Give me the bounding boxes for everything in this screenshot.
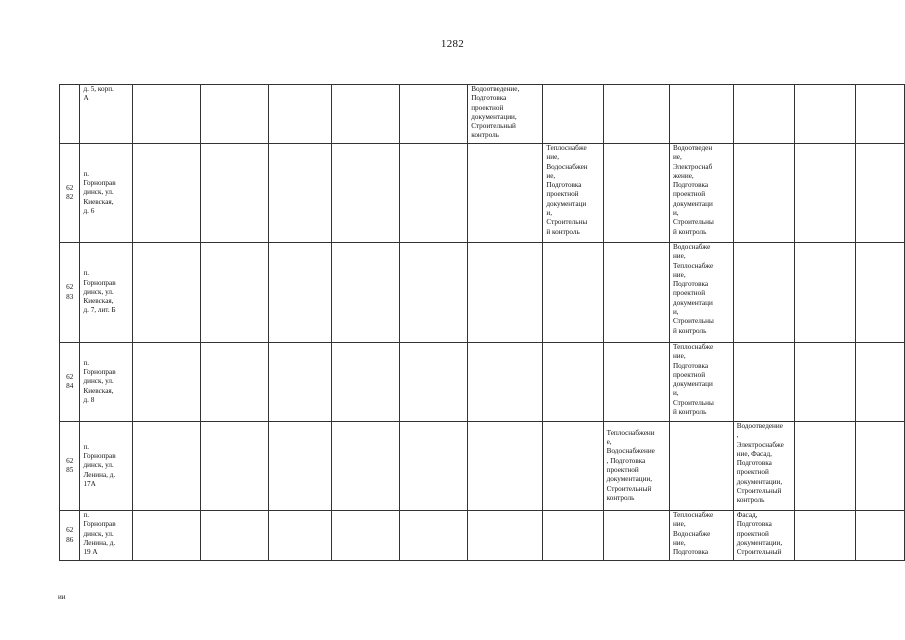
row-number: 62 86 [60,511,80,561]
empty-cell [400,422,468,511]
empty-cell [400,144,468,243]
empty-cell [856,511,905,561]
empty-cell [201,422,269,511]
work-cell: Теплоснабже ние, Водоснабже ние, Подготовка [669,511,733,561]
empty-cell [332,144,400,243]
work-cell [468,422,543,511]
work-cell: Водоотведен ие, Электроснаб жение, Подготовка проектной документаци и, Строительны й контроль [669,144,733,243]
table-row [60,422,905,511]
empty-cell [201,243,269,343]
work-cell [733,243,794,343]
work-cell: Теплоснабже ние, Водоснабжен ие, Подготовка проектной документаци и, Строительны й контроль [543,144,603,243]
empty-cell [201,144,269,243]
work-cell [669,85,733,144]
empty-cell [133,422,201,511]
work-cell [733,144,794,243]
work-cell [468,511,543,561]
work-cell [733,343,794,422]
work-cell: Водоотведение , Электроснабже ние, Фасад, Подготовка проектной документации, Строительный контроль [733,422,794,511]
row-number: 62 82 [60,144,80,243]
footer-mark: ии [58,593,66,601]
empty-cell [269,511,332,561]
empty-cell [133,85,201,144]
empty-cell [400,243,468,343]
row-number: 62 83 [60,243,80,343]
empty-cell [794,243,856,343]
empty-cell [332,343,400,422]
address-cell: п. Горноправ динск, ул. Ленина, д. 19 А [80,511,133,561]
work-cell [543,85,603,144]
empty-cell [201,85,269,144]
empty-cell [856,243,905,343]
work-cell [733,85,794,144]
work-cell [543,422,603,511]
page-number: 1282 [440,38,465,50]
empty-cell [856,144,905,243]
empty-cell [269,85,332,144]
table-row [60,243,905,343]
address-cell: п. Горноправ динск, ул. Киевская, д. 6 [80,144,133,243]
empty-cell [269,343,332,422]
empty-cell [400,511,468,561]
empty-cell [269,144,332,243]
table-row [60,511,905,561]
work-cell [669,422,733,511]
empty-cell [133,243,201,343]
table-row [60,343,905,422]
work-cell: Теплоснабже ние, Подготовка проектной документаци и, Строительны й контроль [669,343,733,422]
empty-cell [794,144,856,243]
empty-cell [269,422,332,511]
empty-cell [332,422,400,511]
empty-cell [794,422,856,511]
work-cell [603,85,669,144]
empty-cell [332,511,400,561]
work-cell [603,511,669,561]
empty-cell [332,85,400,144]
work-cell: Теплоснабжени е, Водоснабжение , Подготовка проектной документации, Строительный контроль [603,422,669,511]
work-cell [603,243,669,343]
empty-cell [856,422,905,511]
empty-cell [133,343,201,422]
work-cell [468,144,543,243]
row-number: 62 85 [60,422,80,511]
address-cell: п. Горноправ динск, ул. Киевская, д. 8 [80,343,133,422]
work-cell [468,243,543,343]
empty-cell [794,511,856,561]
empty-cell [332,243,400,343]
empty-cell [794,85,856,144]
empty-cell [856,343,905,422]
table-row [60,85,905,144]
address-cell: д. 5, корп. А [80,85,133,144]
address-cell: п. Горноправ динск, ул. Ленина, д. 17А [80,422,133,511]
work-cell [603,343,669,422]
row-number [60,85,80,144]
work-cell [468,343,543,422]
empty-cell [400,343,468,422]
work-cell: Водоснабже ние, Теплоснабже ние, Подготовка проектной документаци и, Строительны й контроль [669,243,733,343]
work-cell [543,511,603,561]
work-cell: Фасад, Подготовка проектной документации, Строительный [733,511,794,561]
empty-cell [269,243,332,343]
work-cell: Водоотведение, Подготовка проектной документации, Строительный контроль [468,85,543,144]
row-number: 62 84 [60,343,80,422]
work-cell [543,243,603,343]
empty-cell [856,85,905,144]
work-cell [543,343,603,422]
empty-cell [201,511,269,561]
empty-cell [794,343,856,422]
empty-cell [133,144,201,243]
table-row [60,144,905,243]
empty-cell [133,511,201,561]
empty-cell [400,85,468,144]
empty-cell [201,343,269,422]
register-table [59,84,905,561]
address-cell: п. Горноправ динск, ул. Киевская, д. 7, лит. Б [80,243,133,343]
work-cell [603,144,669,243]
